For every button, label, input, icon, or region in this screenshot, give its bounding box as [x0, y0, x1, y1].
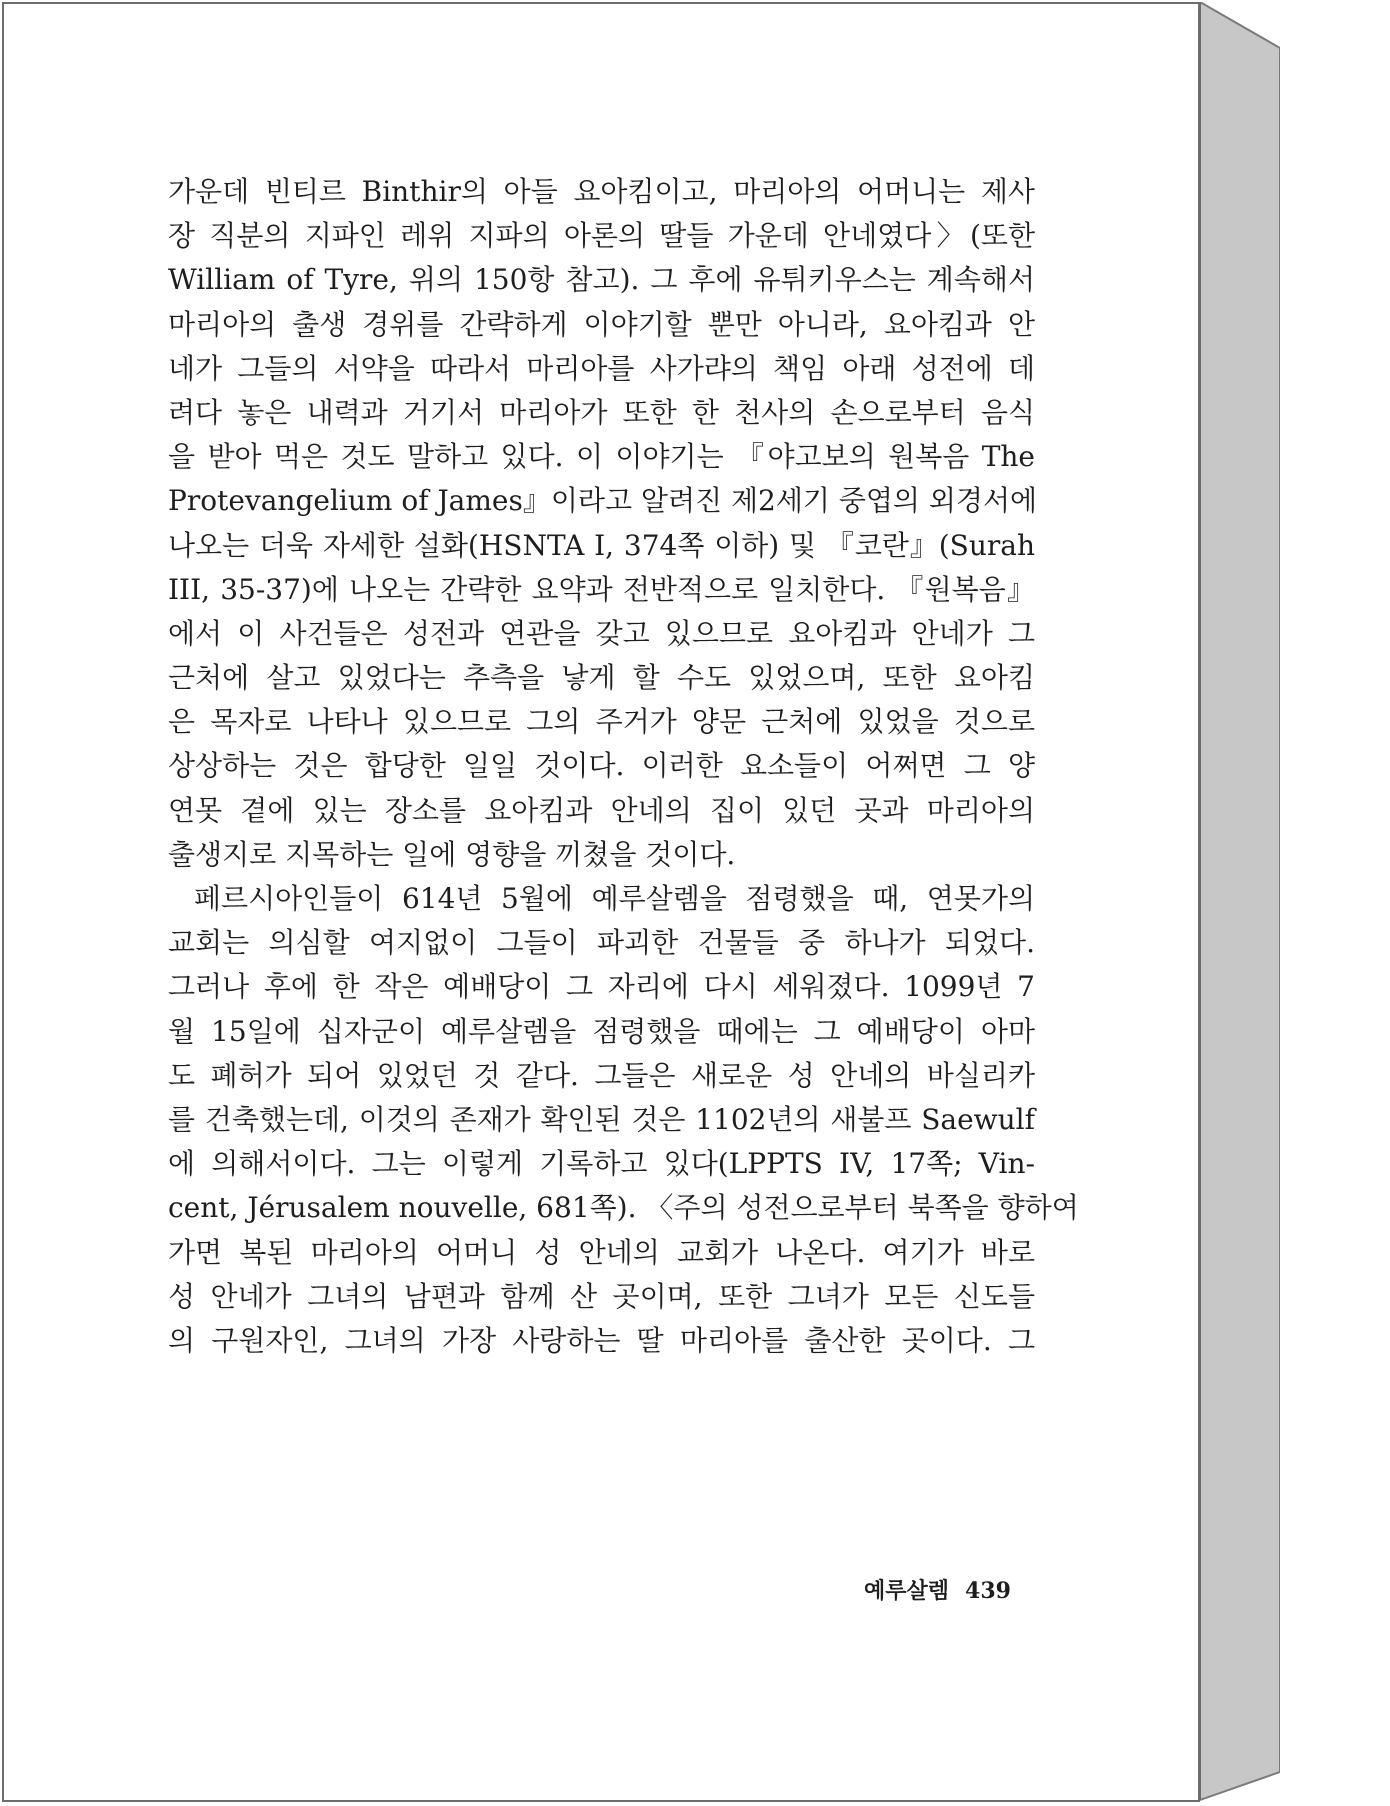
text-line: William of Tyre, 위의 150항 참고). 그 후에 유튀키우스는 계속해서 [168, 263, 1035, 297]
running-head: 예루살렘 [864, 1579, 950, 1604]
text-line: 그러나 후에 한 작은 예배당이 그 자리에 다시 세워졌다. 1099년 7 [168, 970, 1035, 1004]
text-line: 의 구원자인, 그녀의 가장 사랑하는 딸 마리아를 출산한 곳이다. 그 [168, 1323, 1035, 1357]
page-stack-edge [1200, 2, 1280, 1802]
text-line: 려다 놓은 내력과 거기서 마리아가 또한 한 천사의 손으로부터 음식 [168, 395, 1035, 429]
body-text [168, 170, 1079, 1363]
book-page [2, 2, 1200, 1802]
text-line: 페르시아인들이 614년 5월에 예루살렘을 점령했을 때, 연못가의 [194, 882, 1035, 915]
text-line: 월 15일에 십자군이 예루살렘을 점령했을 때에는 그 예배당이 아마 [168, 1014, 1035, 1048]
text-line: 교회는 의심할 여지없이 그들이 파괴한 건물들 중 하나가 되었다. [168, 926, 1035, 960]
text-line: 를 건축했는데, 이것의 존재가 확인된 것은 1102년의 새불프 Saewulf [168, 1102, 1035, 1136]
text-line: III, 35-37)에 나오는 간략한 요약과 전반적으로 일치한다. 『원복음』 [168, 572, 1035, 606]
text-line: 상상하는 것은 합당한 일일 것이다. 이러한 요소들이 어쩌면 그 양 [168, 749, 1035, 783]
text-line: 장 직분의 지파인 레위 지파의 아론의 딸들 가운데 안네였다〉(또한 [168, 219, 1035, 253]
text-line: 근처에 살고 있었다는 추측을 낳게 할 수도 있었으며, 또한 요아킴 [168, 661, 1035, 695]
text-line: 을 받아 먹은 것도 말하고 있다. 이 이야기는 『야고보의 원복음 The [168, 440, 1035, 474]
text-line: 성 안네가 그녀의 남편과 함께 산 곳이며, 또한 그녀가 모든 신도들 [168, 1279, 1035, 1313]
text-line: 네가 그들의 서약을 따라서 마리아를 사가랴의 책임 아래 성전에 데 [168, 351, 1035, 385]
text-line: 출생지로 지목하는 일에 영향을 끼쳤을 것이다. [168, 837, 736, 871]
text-line: 연못 곁에 있는 장소를 요아킴과 안네의 집이 있던 곳과 마리아의 [168, 793, 1035, 827]
page-number: 439 [965, 1578, 1011, 1604]
text-line: cent, Jérusalem nouvelle, 681쪽). 〈주의 성전으로부터 북쪽을 향하여 [168, 1191, 1079, 1225]
text-line: 나오는 더욱 자세한 설화(HSNTA I, 374쪽 이하) 및 『코란』(Surah [168, 528, 1035, 562]
text-line: 가면 복된 마리아의 어머니 성 안네의 교회가 나온다. 여기가 바로 [168, 1235, 1035, 1269]
text-line: 에서 이 사건들은 성전과 연관을 갖고 있으므로 요아킴과 안네가 그 [168, 616, 1035, 650]
text-line: Protevangelium of James』이라고 알려진 제2세기 중엽의 외경서에 [168, 484, 1038, 518]
page-footer [864, 1574, 1011, 1605]
text-line: 마리아의 출생 경위를 간략하게 이야기할 뿐만 아니라, 요아킴과 안 [168, 307, 1035, 341]
text-line: 도 폐허가 되어 있었던 것 같다. 그들은 새로운 성 안네의 바실리카 [168, 1058, 1035, 1092]
text-line: 에 의해서이다. 그는 이렇게 기록하고 있다(LPPTS IV, 17쪽; Vin- [168, 1147, 1035, 1181]
text-line: 은 목자로 나타나 있으므로 그의 주거가 양문 근처에 있었을 것으로 [168, 705, 1035, 739]
text-line: 가운데 빈티르 Binthir의 아들 요아킴이고, 마리아의 어머니는 제사 [168, 175, 1035, 208]
page-stack-edge-graphic [1200, 2, 1280, 1802]
